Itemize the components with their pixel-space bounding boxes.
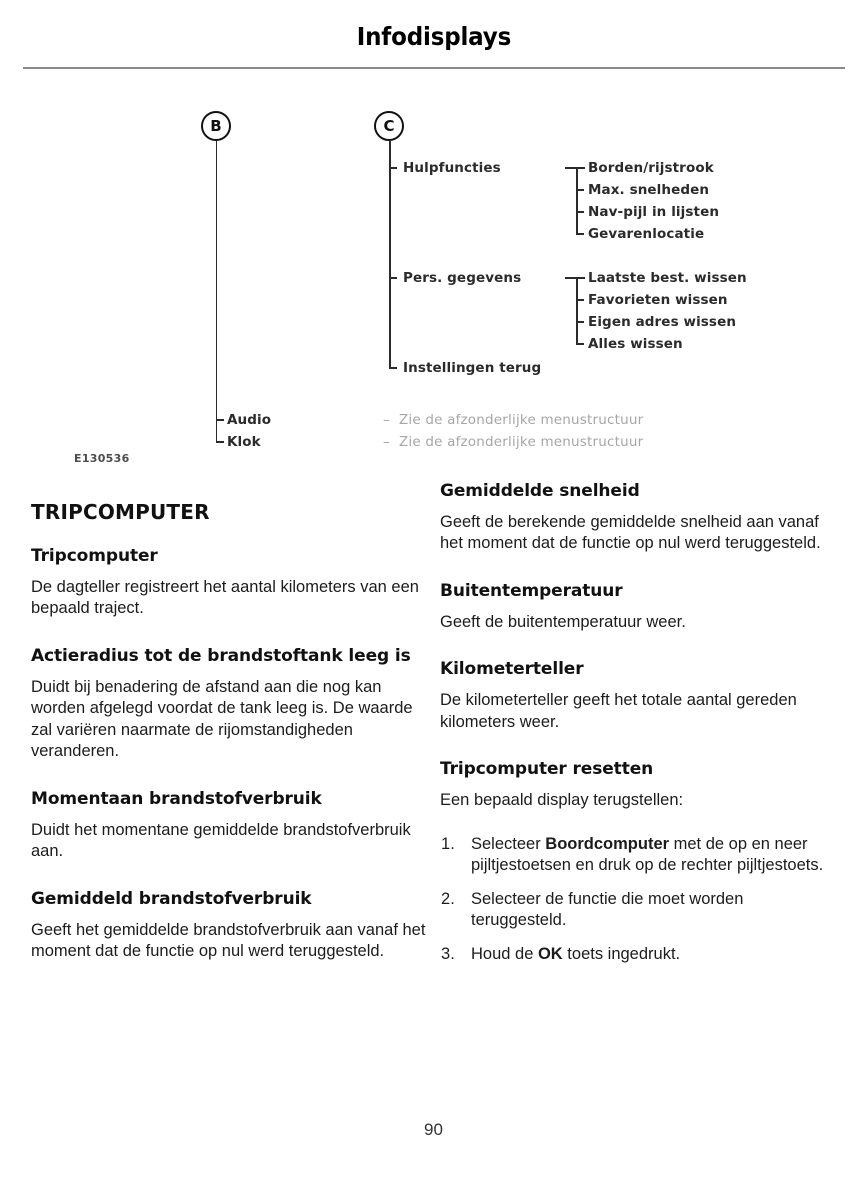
paragraph-kilometerteller: De kilometerteller geeft het totale aantal gereden kilometers weer. (440, 691, 797, 731)
tree-note-audio-text: Zie de afzonderlijke menustructuur (398, 412, 644, 428)
trunk-line-b (216, 141, 218, 442)
paragraph-gemiddelde-snelheid: Geeft de berekende gemiddelde snelheid aan vanaf het moment dat de functie op nul werd teruggesteld. (440, 513, 821, 553)
heading-gemiddelde-snelheid: Gemiddelde snelheid (440, 481, 640, 501)
page-number: 90 (424, 1120, 443, 1139)
tick-sub-pers-4 (576, 343, 584, 345)
tree-label-borden-rijstrook: Borden/rijstrook (588, 160, 714, 176)
tick-sub-hulp-4 (576, 233, 584, 235)
sub-trunk-hulpfuncties (576, 167, 578, 234)
paragraph-reset-intro: Een bepaald display terugstellen: (440, 791, 684, 810)
tree-label-gevarenlocatie: Gevarenlocatie (588, 226, 705, 242)
tree-label-klok: Klok (227, 434, 261, 450)
tick-b-audio (216, 419, 224, 421)
paragraph-gemiddeld-brandstofverbruik: Geeft het gemiddelde brandstofverbruik aan vanaf het moment dat de functie op nul werd teruggesteld. (31, 920, 426, 961)
right-text-column (440, 481, 840, 977)
step-1-pre: Selecteer (471, 834, 546, 853)
header-divider (23, 67, 845, 69)
tick-sub-hulp-3 (576, 211, 584, 213)
tick-c-pers-gegevens (389, 277, 397, 279)
tick-sub-pers-2 (576, 299, 584, 301)
tree-label-laatste-best-wissen: Laatste best. wissen (588, 270, 747, 286)
sub-connector-pers-gegevens (565, 277, 585, 279)
list-item (440, 944, 840, 965)
paragraph-momentaan-brandstofverbruik: Duidt het momentane gemiddelde brandstofverbruik aan. (31, 820, 411, 861)
content-block (440, 481, 840, 555)
heading-kilometerteller: Kilometerteller (440, 659, 584, 680)
step-1-bold: Boordcomputer (545, 834, 670, 853)
trunk-line-c (389, 141, 391, 368)
heading-tripcomputer: Tripcomputer (31, 546, 158, 566)
content-block (31, 889, 431, 963)
step-2-pre: Selecteer de functie die moet worden teruggesteld. (471, 889, 744, 930)
tick-b-klok (216, 441, 224, 443)
tick-sub-hulp-2 (576, 189, 584, 191)
paragraph-tripcomputer: De dagteller registreert het aantal kilometers van een bepaald traject. (31, 578, 419, 618)
list-item (440, 834, 840, 877)
tree-label-audio: Audio (227, 412, 272, 428)
sub-connector-hulpfuncties (565, 167, 585, 169)
content-block (440, 581, 840, 633)
paragraph-buitentemperatuur: Geeft de buitentemperatuur weer. (440, 612, 686, 631)
tree-label-instellingen-terug: Instellingen terug (403, 360, 542, 376)
paragraph-actieradius: Duidt bij benadering de afstand aan die nog kan worden afgelegd voordat de tank leeg is. De waarde zal variëren naarmate de rijomstandigheden veranderen. (31, 677, 413, 761)
tree-label-nav-pijl-in-lijsten: Nav-pijl in lijsten (588, 204, 720, 220)
left-text-column (31, 500, 431, 989)
heading-buitentemperatuur: Buitentemperatuur (440, 580, 623, 601)
step-1-post: met de op en neer pijltjestoetsen en druk op de rechter pijltjestoets. (471, 834, 824, 875)
node-circle-b: B (201, 111, 231, 141)
tree-note-klok: – Zie de afzonderlijke menustructuur (383, 434, 644, 450)
tree-label-favorieten-wissen: Favorieten wissen (588, 292, 728, 308)
section-heading-tripcomputer: TRIPCOMPUTER (31, 500, 210, 524)
sub-trunk-pers-gegevens (576, 277, 578, 344)
step-3-bold: OK (537, 944, 563, 963)
heading-tripcomputer-resetten: Tripcomputer resetten (440, 759, 654, 780)
content-block-reset (440, 759, 840, 965)
node-circle-c: C (374, 111, 404, 141)
reset-steps-list (440, 834, 840, 965)
content-block (31, 546, 431, 620)
content-block (31, 789, 431, 863)
tick-c-instellingen-terug (389, 367, 397, 369)
step-3-post: toets ingedrukt. (562, 944, 681, 963)
tree-label-pers-gegevens: Pers. gegevens (403, 270, 522, 286)
step-3-pre: Houd de (471, 944, 538, 963)
page-title: Infodisplays (356, 22, 511, 51)
menu-structure-diagram (0, 95, 867, 485)
figure-id-label: E130536 (74, 452, 130, 465)
list-item (440, 889, 840, 932)
content-block (440, 659, 840, 733)
tick-sub-pers-3 (576, 321, 584, 323)
tree-label-eigen-adres-wissen: Eigen adres wissen (588, 314, 737, 330)
heading-gemiddeld-brandstofverbruik: Gemiddeld brandstofverbruik (31, 888, 312, 909)
tree-label-alles-wissen: Alles wissen (588, 336, 683, 352)
tree-label-max-snelheden: Max. snelheden (588, 182, 710, 198)
content-block (31, 646, 431, 763)
tick-c-hulpfuncties (389, 167, 397, 169)
tree-note-audio: – Zie de afzonderlijke menustructuur (383, 412, 644, 428)
page-header (0, 22, 867, 51)
heading-actieradius: Actieradius tot de brandstoftank leeg is (31, 645, 411, 666)
heading-momentaan-brandstofverbruik: Momentaan brandstofverbruik (31, 788, 322, 809)
tree-label-hulpfuncties: Hulpfuncties (403, 160, 501, 176)
tree-note-klok-text: Zie de afzonderlijke menustructuur (398, 434, 644, 450)
